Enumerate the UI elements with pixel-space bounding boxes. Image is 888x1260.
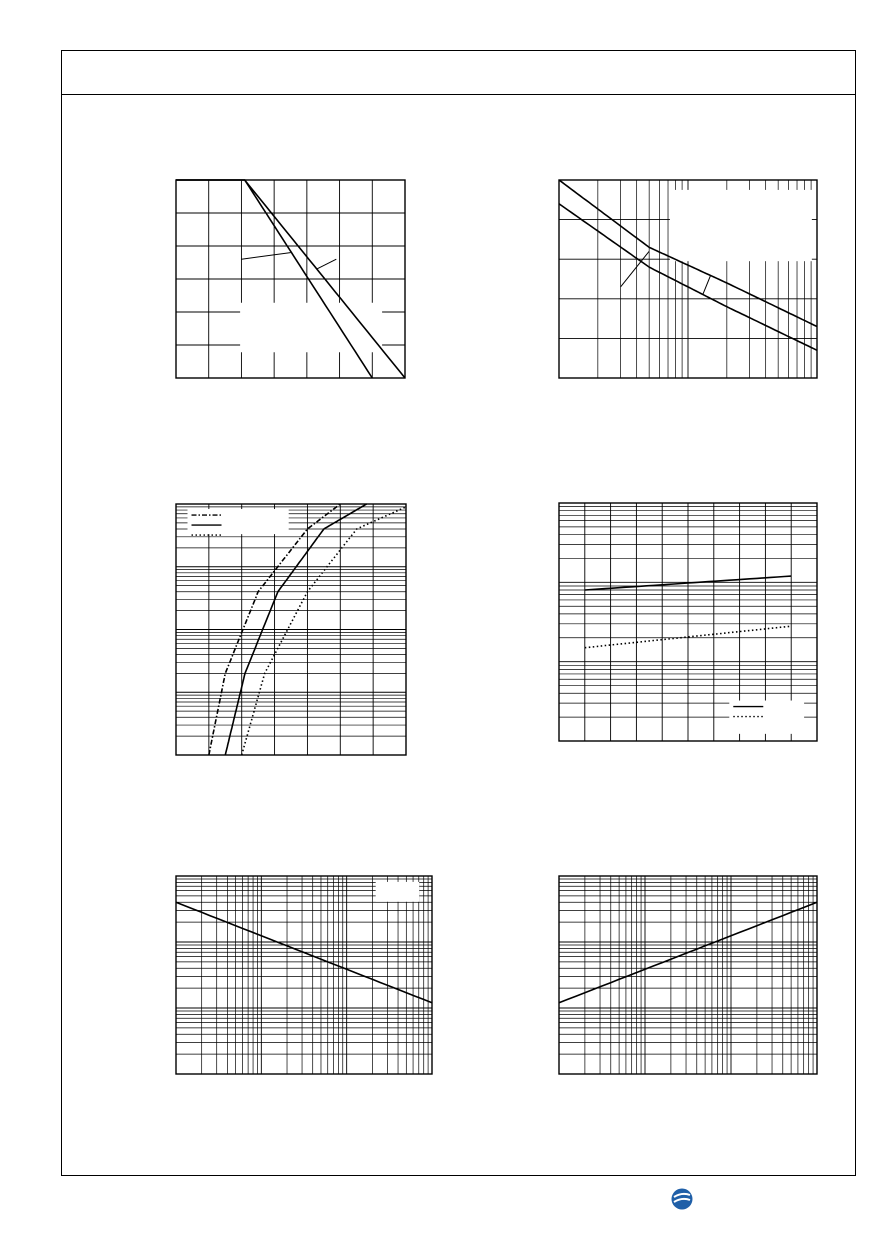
plot-frame [176, 876, 432, 1074]
grid-lines [176, 504, 406, 755]
chart-parameter-vs-variable [552, 497, 824, 747]
series-line-2 [242, 507, 406, 755]
chart-forward-characteristic [170, 497, 415, 761]
company-logo-icon [671, 1188, 693, 1210]
legend-box [729, 701, 804, 734]
grid-lines [176, 876, 432, 1074]
chart-log-log-increasing [552, 869, 824, 1081]
chart-log-log-decreasing [170, 869, 440, 1081]
callout-leader [241, 253, 290, 260]
legend-box [376, 882, 420, 902]
header-divider [62, 94, 855, 95]
legend-box [240, 303, 382, 353]
plot-frame [559, 876, 817, 1074]
legend-box [188, 509, 289, 534]
legend-box [670, 190, 812, 261]
callout-leader [703, 275, 711, 295]
chart-decay-log-x [552, 175, 824, 385]
callout-leader [317, 259, 337, 269]
grid-lines [559, 876, 817, 1074]
chart-derating-curve [170, 175, 415, 385]
